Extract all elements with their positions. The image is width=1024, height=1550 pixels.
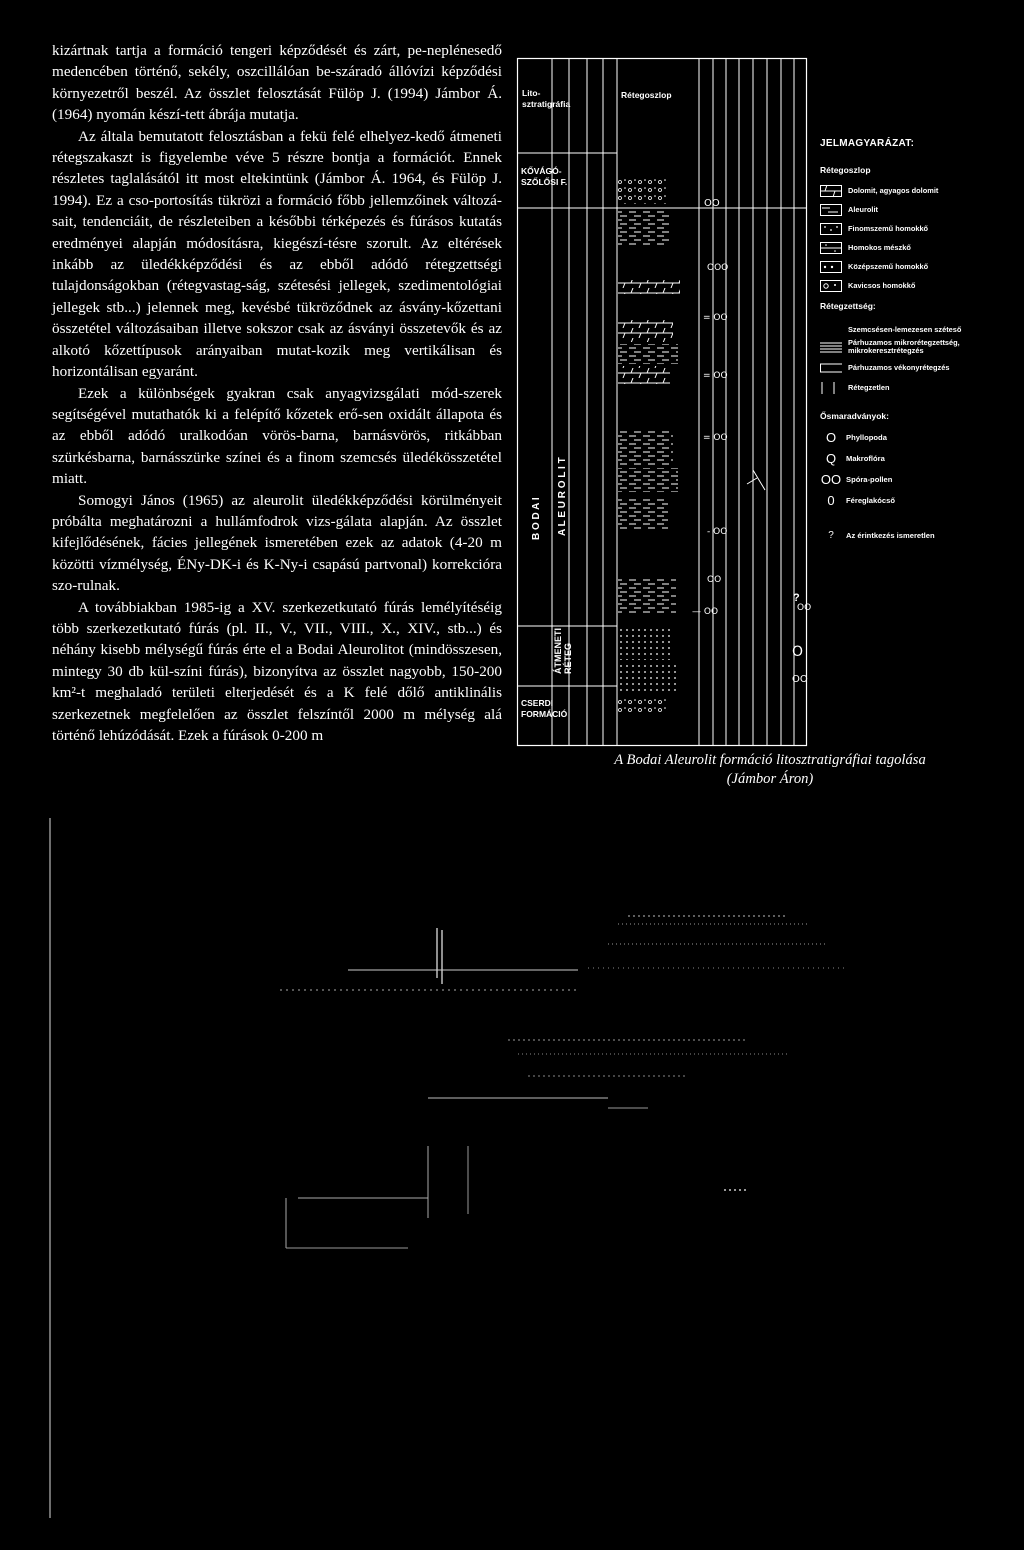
svg-text:OO: OO <box>797 603 812 613</box>
litho-column-header: Lito- sztratigráfia <box>522 88 571 109</box>
svg-text:OO: OO <box>704 198 720 209</box>
legend-row <box>820 469 1020 490</box>
caption-line-1: A Bodai Aleurolit formáció litosztratigráfiai tagolása <box>614 752 926 768</box>
legend-row <box>820 181 1020 200</box>
svg-text:— OO: — OO <box>692 607 719 617</box>
pebbly-sandstone-swatch <box>820 280 842 292</box>
paragraph-5: A továbbiakban 1985-ig a XV. szerkezetkutató fúrás lemélyítéséig több szerkezetkutató fúrás (pl. II., V., VII., VIII., X., XIV., stb...) és néhány kisebb mélységű fúrás érte el a Bodai Aleurolitot (mindösszesen, mintegy 30 db kül-színi fúrás), bizonyítva az összlet nagyobb, 150-200 km²-t meghaladó területi elterjedését és a K felé dőlő antiklinális szerkezetnek megfelelően az összlet felszíntől 2000 m mélység alá történő lehúzódását. Ezek a fúrások 0-200 m <box>52 598 502 744</box>
strata-column-header: Rétegoszlop <box>621 90 672 100</box>
fine-sandstone-swatch <box>820 223 842 235</box>
stratigraphic-column-figure <box>517 58 812 746</box>
legend-label: Makroflóra <box>846 454 885 463</box>
legend-label: Phyllopoda <box>846 433 887 442</box>
legend-label: Középszemű homokkő <box>848 262 929 271</box>
question-icon: ? <box>828 530 834 541</box>
paragraph-2: Az általa bemutatott felosztásban a fekü felé elhelyez-kedő átmeneti rétegszakaszt is figyelembe véve 5 részre bontja a formációt. Ennek részletes taglalásától itt most eltekintünk (Jámbor Á. 1964, és Fülöp J. 1994). Ez a cso-portosítás tükrözi a formáció főbb jellemzőinek változá-sait, tendenciáit, de részleteiben a későbbi térképezés és fúrásos kutatás eredményei alapján módosításra, kiegészí-tésre szorult. Az eltérések inkább az üledékképződési és az ebből adódó rétegzettségi tulajdonságokban (rétegvastag-ság, szétesési jellegek, szedimentológiai jellegek stb...) jelennek meg, kevésbé tükröződnek az ásvány-kőzettani összetétel változásaiban illetve sokszor csak az ásványi összetevők és az alkotó kőzettípusok arányaiban mutat-kozik meg vertikálisan és horizontálisan egyaránt. <box>52 127 502 381</box>
legend-row <box>820 238 1020 257</box>
svg-text:= OO: = OO <box>703 433 728 443</box>
bedding-swatch <box>820 328 842 332</box>
legend-section-bedding: Rétegzettség: <box>820 301 876 311</box>
legend-row <box>820 219 1020 238</box>
svg-text:= OO: = OO <box>703 313 728 323</box>
legend-section-fossils: Ősmaradványok: <box>820 411 889 421</box>
legend-label: Spóra-pollen <box>846 475 893 484</box>
phyllopoda-icon: O <box>825 430 837 445</box>
legend-row <box>820 525 1020 546</box>
macroflora-icon: Q <box>825 451 837 466</box>
svg-text:- OO: - OO <box>707 527 728 537</box>
figure-caption <box>540 751 1000 789</box>
legend-label: Az érintkezés ismeretlen <box>846 531 935 540</box>
legend-label: Rétegzetlen <box>848 383 890 392</box>
legend-row <box>820 427 1020 448</box>
svg-text:= OO: = OO <box>703 371 728 381</box>
legend-row <box>820 336 1020 358</box>
legend-label: Homokos mészkő <box>848 243 911 252</box>
aleurolit-swatch <box>820 204 842 216</box>
paragraph-4: Somogyi János (1965) az aleurolit üledékképződési körülményeit próbálta meghatározni a hullámfodrok vizs-gálata alapján. Az összlet kifejlődésének, fácies jellegének ismeretében ezek az adatok (4-20 m közötti vízmélység, ÉNy-DK-i és K-Ny-i csapású partvonal) korrekcióra szo-rulnak. <box>52 491 502 595</box>
svg-text:O: O <box>792 644 804 660</box>
legend-row <box>820 378 1020 397</box>
worm-tube-icon: 0 <box>827 493 835 508</box>
legend-label: Kavicsos homokkő <box>848 281 916 290</box>
unit-cserdi: CSERDI FORMÁCIÓ <box>521 698 568 719</box>
vertical-label-atmeneti: ÁTMENETI RÉTEG <box>553 628 573 674</box>
dark-photograph <box>48 818 1008 1518</box>
spore-pollen-icon: OO <box>820 472 842 487</box>
paragraph-3: Ezek a különbségek gyakran csak anyagvizsgálati mód-szerek segítségével mutathatók ki a felépítő kőzetek erő-sen oxidált állapota és az ebből adódó uralkodóan vörös-barna, barnásvörös, ritkábban szürkésbarna, barnásszürke színei és a finom szemcsés üledékösszetétel miatt. <box>52 384 502 488</box>
legend-label: Aleurolit <box>848 205 878 214</box>
vertical-label-bodai: B O D A I <box>531 497 542 540</box>
legend-label: Szemcsésen-lemezesen széteső <box>848 325 962 334</box>
unbedded-swatch <box>820 382 842 394</box>
legend-row <box>820 448 1020 469</box>
legend-row <box>820 257 1020 276</box>
medium-sandstone-swatch <box>820 261 842 273</box>
legend <box>820 138 1020 546</box>
body-text <box>52 40 502 746</box>
legend-row <box>820 490 1020 511</box>
unit-kovago-szolosi: KŐVÁGÓ- SZŐLŐSI F. <box>521 166 568 187</box>
svg-text:OO: OO <box>792 674 808 685</box>
legend-row <box>820 276 1020 295</box>
photograph-texture <box>48 818 1008 1518</box>
legend-title: JELMAGYARÁZAT: <box>820 138 915 149</box>
legend-row <box>820 358 1020 378</box>
legend-label: Párhuzamos mikrorétegzettség, mikrokeresztrétegzés <box>848 338 960 355</box>
legend-section-strata: Rétegoszlop <box>820 165 871 175</box>
caption-line-2: (Jámbor Áron) <box>726 771 814 787</box>
legend-row <box>820 323 1020 336</box>
legend-label: Dolomit, agyagos dolomit <box>848 186 939 195</box>
legend-row <box>820 200 1020 219</box>
microlaminated-swatch <box>820 341 842 353</box>
svg-text:OO: OO <box>707 575 722 585</box>
legend-label: Féreglakócső <box>846 496 895 505</box>
paragraph-1: kizártnak tartja a formáció tengeri képződését és zárt, pe-neplénesedő medencében történő, sekély, oszcillálóan be-száradó állóvízi képződési környezetről beszél. Az összlet felosztását Fülöp J. (1994) Jámbor Á. (1964) nyomán készí-tett ábrája mutatja. <box>52 42 502 124</box>
legend-label: Párhuzamos vékonyrétegzés <box>848 363 950 372</box>
legend-label: Finomszemű homokkő <box>848 224 929 233</box>
dolomit-swatch <box>820 185 842 197</box>
thin-bedded-swatch <box>820 362 842 374</box>
vertical-label-aleurolit: A L E U R O L I T <box>557 457 568 536</box>
contact-unknown-mark: ? <box>793 592 800 604</box>
sandy-limestone-swatch <box>820 242 842 254</box>
svg-text:OOO: OOO <box>707 263 729 273</box>
